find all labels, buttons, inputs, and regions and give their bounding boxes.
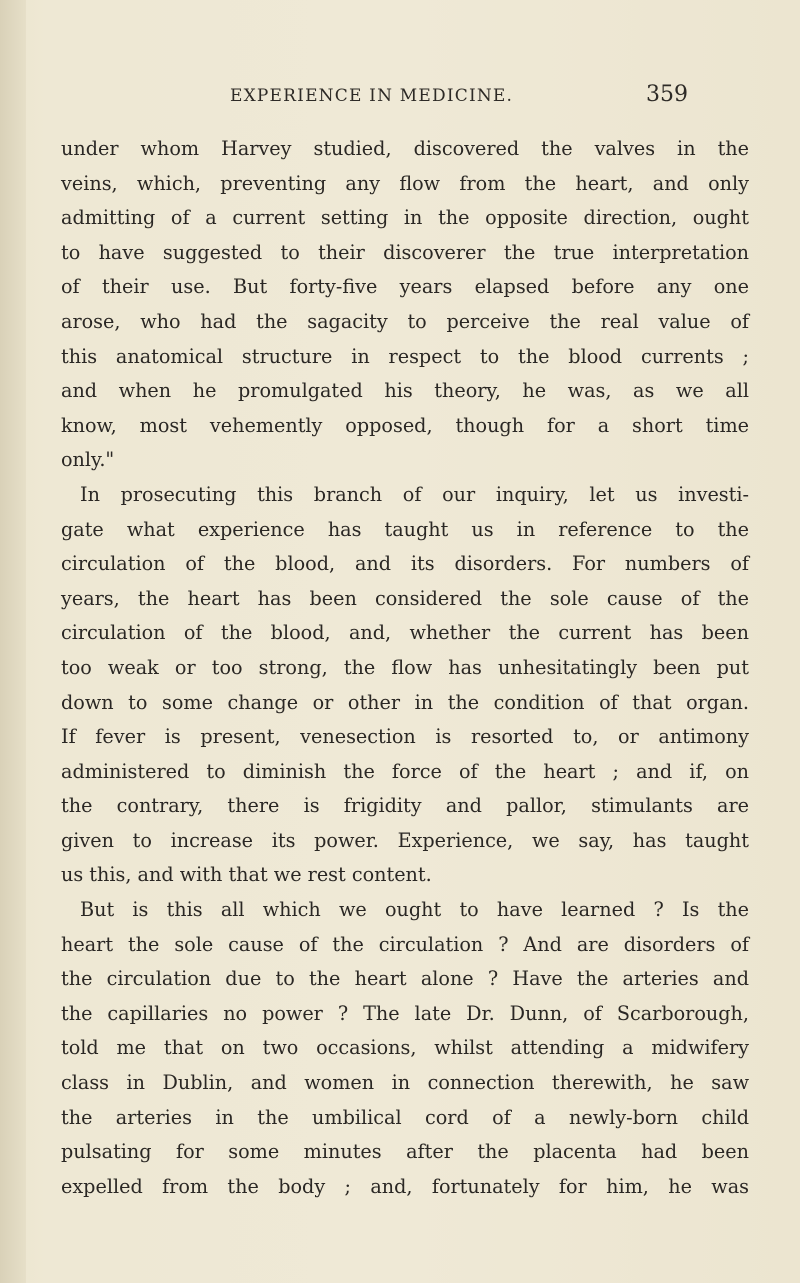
text-line: But is this all which we ought to have learned ? Is the <box>80 898 749 922</box>
text-line: us this, and with that we rest content. <box>61 863 432 887</box>
text-line: circulation of the blood, and its disorders. For numbers of <box>61 552 749 576</box>
text-line: too weak or too strong, the flow has unhesitatingly been put <box>61 655 749 679</box>
body-text <box>61 132 749 1204</box>
text-line: veins, which, preventing any flow from the heart, and only <box>61 171 749 195</box>
text-line: the circulation due to the heart alone ? Have the arteries and <box>61 967 749 991</box>
text-line: If fever is present, venesection is resorted to, or antimony <box>61 725 749 749</box>
text-line: the capillaries no power ? The late Dr. Dunn, of Scarborough, <box>61 1001 749 1025</box>
text-line: given to increase its power. Experience, we say, has taught <box>61 828 749 852</box>
page-gutter <box>0 0 26 1283</box>
text-line: administered to diminish the force of the heart ; and if, on <box>61 759 749 783</box>
text-line: expelled from the body ; and, fortunately for him, he was <box>61 1174 749 1198</box>
text-line: this anatomical structure in respect to the blood currents ; <box>61 344 749 368</box>
page-header <box>0 82 800 122</box>
text-line: gate what experience has taught us in reference to the <box>61 517 749 541</box>
text-line: class in Dublin, and women in connection therewith, he saw <box>61 1071 749 1095</box>
text-line: years, the heart has been considered the sole cause of the <box>61 586 749 610</box>
text-line: circulation of the blood, and, whether the current has been <box>61 621 749 645</box>
text-line: admitting of a current setting in the opposite direction, ought <box>61 206 749 230</box>
text-line: heart the sole cause of the circulation ? And are disorders of <box>61 932 749 956</box>
text-line: under whom Harvey studied, discovered the valves in the <box>61 137 749 160</box>
running-head: EXPERIENCE IN MEDICINE. <box>230 86 514 106</box>
text-line: down to some change or other in the condition of that organ. <box>61 690 749 714</box>
text-line: and when he promulgated his theory, he was, as we all <box>61 379 749 403</box>
text-line: know, most vehemently opposed, though for a short time <box>61 413 749 437</box>
text-line: In prosecuting this branch of our inquiry, let us investi- <box>80 482 749 506</box>
page-number: 359 <box>646 82 688 107</box>
text-line: the arteries in the umbilical cord of a newly-born child <box>61 1105 749 1129</box>
text-line: arose, who had the sagacity to perceive the real value of <box>61 309 749 333</box>
text-line: pulsating for some minutes after the placenta had been <box>61 1140 749 1164</box>
text-line: told me that on two occasions, whilst attending a midwifery <box>61 1036 749 1060</box>
text-line: only." <box>61 448 115 472</box>
text-line: to have suggested to their discoverer the true interpretation <box>61 240 749 264</box>
text-line: the contrary, there is frigidity and pallor, stimulants are <box>61 794 749 818</box>
text-line: of their use. But forty-five years elapsed before any one <box>61 275 749 299</box>
